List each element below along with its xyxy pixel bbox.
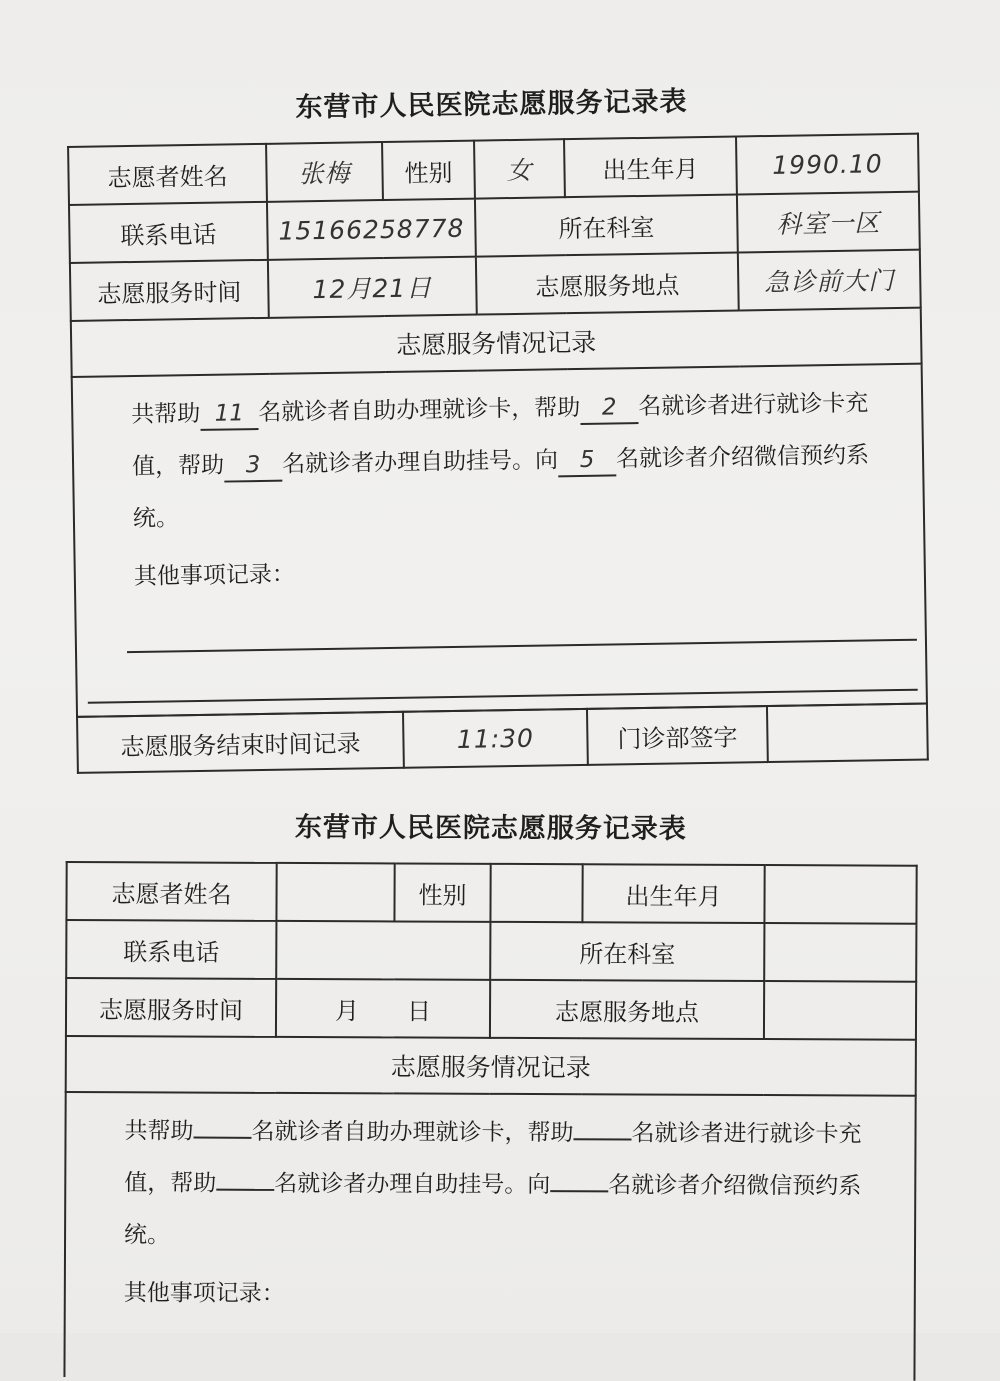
form-table [63, 861, 917, 1381]
service-place-label: 志愿服务地点 [476, 252, 739, 314]
name-value: 张梅 [266, 142, 383, 202]
birth-label: 出生年月 [582, 864, 764, 923]
record-section-header: 志愿服务情况记录 [71, 308, 922, 377]
record-body [64, 1092, 915, 1381]
name-value [276, 863, 394, 922]
department-label: 所在科室 [475, 194, 738, 256]
count-new-cards: 11 [200, 398, 258, 431]
record-text-part: 名就诊者介绍微信预约系统。 [132, 442, 870, 533]
service-place-value: 急诊前大门 [738, 250, 921, 311]
count-wechat-intro [550, 1190, 608, 1192]
record-text [83, 377, 915, 546]
count-wechat-intro: 5 [558, 444, 616, 477]
phone-value: 15166258778 [267, 199, 476, 260]
record-text-part: 共帮助 [131, 400, 201, 429]
signature-label: 门诊部签字 [587, 706, 768, 765]
end-time-table [76, 703, 929, 774]
form-title: 东营市人民医院志愿服务记录表 [294, 811, 687, 845]
service-time-value: 月 日 [276, 979, 490, 1038]
count-card-topup [573, 1138, 631, 1140]
record-text-part: 名就诊者自助办理就诊卡，帮助 [258, 394, 581, 427]
other-notes-label: 其他事项记录： [133, 561, 296, 590]
record-text [76, 1105, 907, 1265]
record-body [72, 364, 927, 717]
birth-value [764, 865, 916, 924]
gender-value: 女 [474, 139, 565, 198]
name-label: 志愿者姓名 [68, 144, 267, 205]
count-self-register [216, 1189, 274, 1191]
form-title: 东营市人民医院志愿服务记录表 [295, 86, 688, 124]
department-value: 科室一区 [737, 192, 920, 253]
phone-label: 联系电话 [69, 202, 268, 263]
record-text-part: 共帮助 [124, 1118, 194, 1145]
count-self-register: 3 [224, 450, 282, 483]
volunteer-record-form-1 [66, 65, 927, 774]
gender-label: 性别 [394, 863, 490, 921]
other-notes-label: 其他事项记录： [123, 1280, 285, 1307]
service-time-value: 12月21日 [268, 257, 477, 318]
service-time-label: 志愿服务时间 [70, 260, 269, 321]
birth-label: 出生年月 [564, 136, 737, 197]
record-text-part: 名就诊者进行就诊卡充值，帮助 [124, 1120, 862, 1197]
department-label: 所在科室 [490, 922, 764, 981]
name-label: 志愿者姓名 [66, 862, 276, 921]
phone-value [276, 921, 490, 980]
service-place-value [764, 981, 916, 1040]
service-place-label: 志愿服务地点 [490, 980, 764, 1039]
signature-value [767, 704, 928, 763]
department-value [764, 923, 916, 982]
form-table [67, 133, 928, 718]
service-time-label: 志愿服务时间 [66, 978, 276, 1037]
count-new-cards [193, 1137, 251, 1139]
record-section-header: 志愿服务情况记录 [66, 1036, 916, 1096]
end-time-value: 11:30 [403, 709, 588, 768]
birth-value: 1990.10 [736, 134, 919, 195]
volunteer-record-form-2 [63, 793, 916, 1381]
end-time-label: 志愿服务结束时间记录 [77, 712, 404, 773]
gender-value [490, 864, 582, 922]
count-card-topup: 2 [580, 392, 638, 425]
record-text-part: 名就诊者介绍微信预约系统。 [124, 1172, 862, 1249]
record-text-part: 名就诊者办理自助挂号。向 [274, 1170, 551, 1199]
record-text-part: 名就诊者办理自助挂号。向 [281, 447, 559, 478]
record-text-part: 名就诊者进行就诊卡充值，帮助 [131, 390, 869, 481]
gender-label: 性别 [382, 141, 475, 200]
record-text-part: 名就诊者自助办理就诊卡，帮助 [251, 1118, 574, 1147]
phone-label: 联系电话 [66, 920, 276, 979]
